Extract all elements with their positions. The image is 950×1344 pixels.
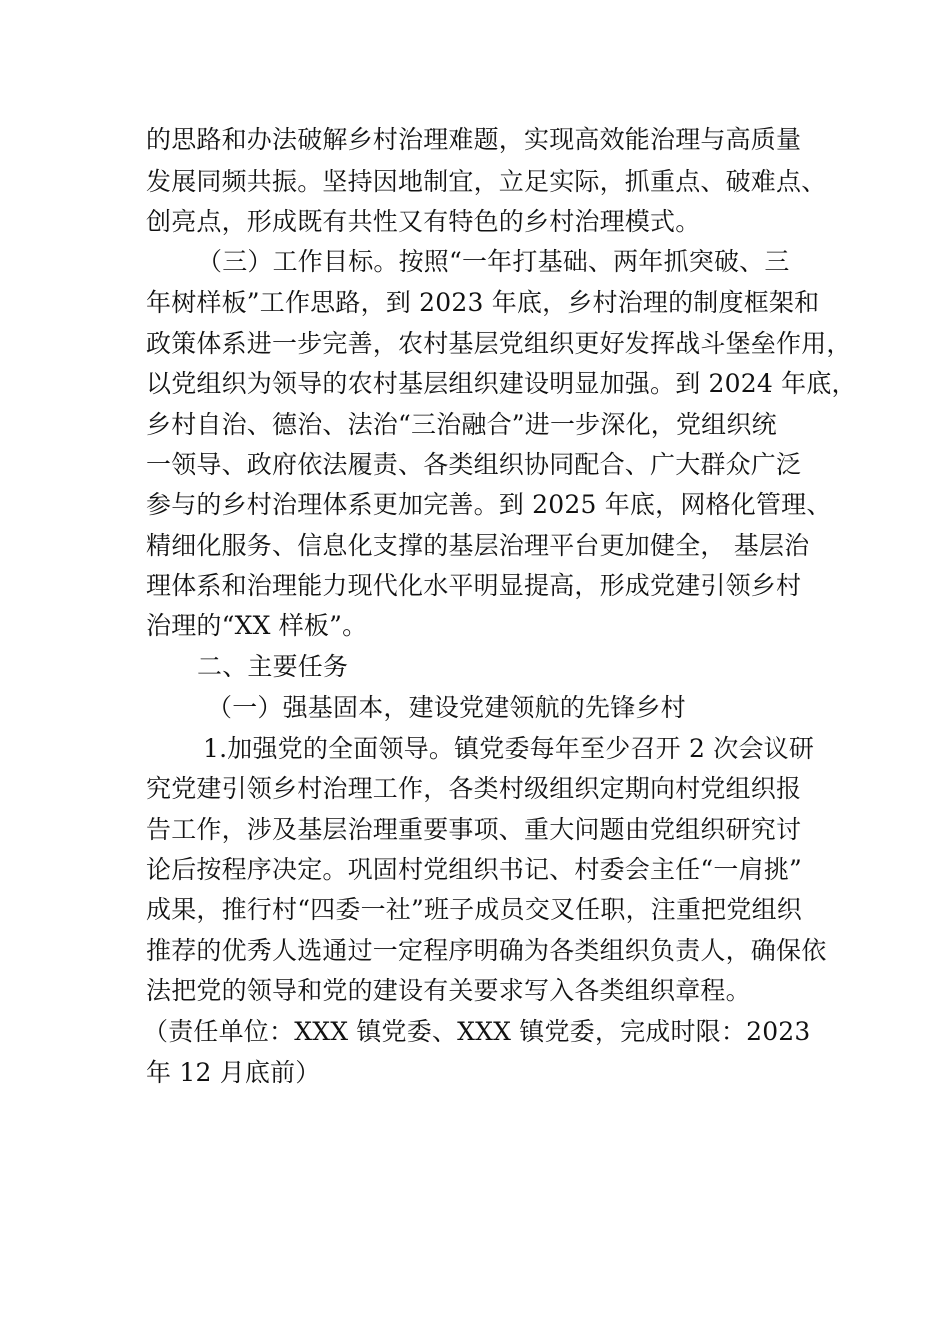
- body-text-line: 政策体系进一步完善，农村基层党组织更好发挥战斗堡垒作用，: [146, 329, 852, 358]
- body-text-line: 精细化服务、信息化支撑的基层治理平台更加健全， 基层治: [146, 531, 810, 560]
- body-text-line: 究党建引领乡村治理工作，各类村级组织定期向村党组织报: [146, 774, 802, 803]
- body-text-line: 一领导、政府依法履责、各类组织协同配合、广大群众广泛: [146, 450, 802, 479]
- body-text-line: 法把党的领导和党的建设有关要求写入各类组织章程。: [146, 976, 751, 1005]
- responsibility-note-deadline: 年 12 月底前）: [146, 1058, 321, 1087]
- item-heading: 1.加强党的全面领导。镇党委每年至少召开 2 次会议研: [203, 734, 815, 763]
- body-text-line: 以党组织为领导的农村基层组织建设明显加强。到 2024 年底，: [146, 369, 857, 398]
- section-heading-work-goals: （三）工作目标。按照“一年打基础、两年抓突破、三: [197, 247, 790, 276]
- body-text-line: 乡村自治、德治、法治“三治融合”进一步深化，党组织统: [146, 410, 777, 439]
- body-text-line: 的思路和办法破解乡村治理难题，实现高效能治理与高质量: [146, 125, 802, 154]
- body-text-line: 告工作，涉及基层治理重要事项、重大问题由党组织研究讨: [146, 815, 802, 844]
- responsibility-note: （责任单位：XXX 镇党委、XXX 镇党委，完成时限：2023: [143, 1017, 811, 1046]
- section-heading-main-tasks: 二、主要任务: [197, 652, 349, 681]
- body-text-line: 治理的“XX 样板”。: [146, 611, 368, 640]
- body-text-line: 创亮点，形成既有共性又有特色的乡村治理模式。: [146, 207, 701, 236]
- body-text-line: 论后按程序决定。巩固村党组织书记、村委会主任“一肩挑”: [146, 855, 802, 884]
- body-text-line: 发展同频共振。坚持因地制宜，立足实际，抓重点、破难点、: [146, 167, 827, 196]
- body-text-line: 理体系和治理能力现代化水平明显提高，形成党建引领乡村: [146, 571, 802, 600]
- body-text-line: 参与的乡村治理体系更加完善。到 2025 年底，网格化管理、: [146, 490, 832, 519]
- body-text-line: 推荐的优秀人选通过一定程序明确为各类组织负责人，确保依: [146, 936, 827, 965]
- subsection-heading: （一）强基固本，建设党建领航的先锋乡村: [207, 693, 686, 722]
- body-text-line: 成果，推行村“四委一社”班子成员交叉任职，注重把党组织: [146, 895, 802, 924]
- body-text-line: 年树样板”工作思路，到 2023 年底，乡村治理的制度框架和: [146, 288, 820, 317]
